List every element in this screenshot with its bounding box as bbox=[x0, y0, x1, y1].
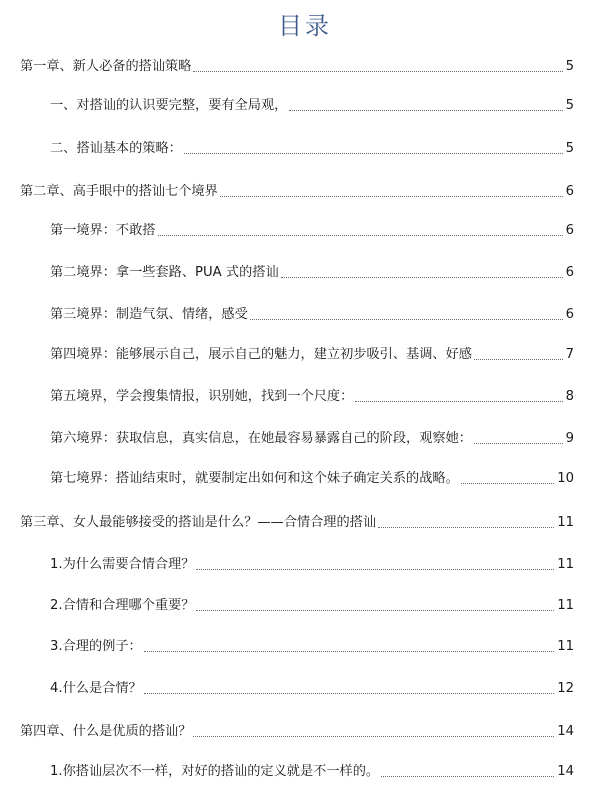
toc-entry-label: 第三境界：制造气氛、情绪，感受 bbox=[50, 307, 248, 322]
toc-entry-label: 第一章、新人必备的搭讪策略 bbox=[20, 59, 192, 74]
toc-entry-label: 1.为什么需要合情合理？ bbox=[50, 557, 195, 572]
toc-title: 目录 bbox=[278, 12, 332, 40]
toc-entry[interactable] bbox=[50, 388, 574, 406]
dot-leader bbox=[196, 609, 554, 611]
toc-entry-page-number: 6 bbox=[565, 184, 574, 199]
toc-entry[interactable] bbox=[50, 556, 574, 574]
toc-entry-label: 第五境界，学会搜集情报，识别她，找到一个尺度： bbox=[50, 389, 354, 404]
toc-entry[interactable] bbox=[50, 264, 574, 282]
toc-entry-page-number: 11 bbox=[557, 639, 574, 654]
toc-entry-label: 第三章、女人最能够接受的搭讪是什么？——合情合理的搭讪 bbox=[20, 515, 377, 530]
toc-entry-label: 第二章、高手眼中的搭讪七个境界 bbox=[20, 184, 218, 199]
toc-entry[interactable] bbox=[20, 183, 574, 201]
toc-entry-page-number: 11 bbox=[557, 557, 574, 572]
toc-entry-page-number: 8 bbox=[565, 389, 574, 404]
dot-leader bbox=[461, 482, 554, 484]
toc-entry-label: 二、搭讪基本的策略： bbox=[50, 141, 182, 156]
toc-entry-label: 4.什么是合情？ bbox=[50, 681, 142, 696]
dot-leader bbox=[355, 400, 562, 402]
toc-entry[interactable] bbox=[50, 346, 574, 364]
toc-entry[interactable] bbox=[20, 514, 574, 532]
dot-leader bbox=[144, 692, 555, 694]
toc-entry-label: 第六境界：获取信息，真实信息，在她最容易暴露自己的阶段，观察她： bbox=[50, 431, 472, 446]
toc-entry-page-number: 11 bbox=[557, 598, 574, 613]
toc-entry-label: 2.合情和合理哪个重要？ bbox=[50, 598, 195, 613]
toc-entry-label: 第一境界：不敢搭 bbox=[50, 223, 156, 238]
toc-entry[interactable] bbox=[50, 638, 574, 656]
dot-leader bbox=[289, 109, 562, 111]
toc-entry[interactable] bbox=[50, 97, 574, 115]
dot-leader bbox=[250, 318, 563, 320]
toc-entry-page-number: 6 bbox=[565, 307, 574, 322]
toc-entry-label: 1.你搭讪层次不一样，对好的搭讪的定义就是不一样的。 bbox=[50, 764, 380, 779]
dot-leader bbox=[196, 568, 554, 570]
toc-entry-page-number: 7 bbox=[565, 347, 574, 362]
toc-entry-page-number: 9 bbox=[565, 431, 574, 446]
dot-leader bbox=[158, 234, 563, 236]
toc-entry-page-number: 12 bbox=[557, 681, 574, 696]
toc-entry-page-number: 11 bbox=[557, 515, 574, 530]
toc-entry[interactable] bbox=[50, 430, 574, 448]
toc-entry-page-number: 6 bbox=[565, 223, 574, 238]
toc-entry[interactable] bbox=[50, 763, 574, 781]
toc-entry[interactable] bbox=[50, 222, 574, 240]
toc-entry-label: 第四章、什么是优质的搭讪？ bbox=[20, 724, 192, 739]
toc-entry[interactable] bbox=[50, 470, 574, 488]
toc-entry-page-number: 5 bbox=[565, 98, 574, 113]
dot-leader bbox=[220, 195, 563, 197]
toc-entry-label: 第四境界：能够展示自己，展示自己的魅力，建立初步吸引、基调、好感 bbox=[50, 347, 472, 362]
toc-entry-label: 一、对搭讪的认识要完整，要有全局观， bbox=[50, 98, 288, 113]
toc-entry-page-number: 10 bbox=[557, 471, 574, 486]
dot-leader bbox=[378, 526, 554, 528]
toc-entry[interactable] bbox=[20, 723, 574, 741]
toc-entry[interactable] bbox=[50, 306, 574, 324]
dot-leader bbox=[184, 152, 563, 154]
toc-entry-label: 第七境界：搭讪结束时，就要制定出如何和这个妹子确定关系的战略。 bbox=[50, 471, 459, 486]
toc-entry-page-number: 14 bbox=[557, 764, 574, 779]
toc-entry-page-number: 14 bbox=[557, 724, 574, 739]
toc-entry[interactable] bbox=[50, 680, 574, 698]
dot-leader bbox=[474, 442, 563, 444]
toc-entry-page-number: 5 bbox=[565, 141, 574, 156]
toc-entry-label: 第二境界：拿一些套路、PUA 式的搭讪 bbox=[50, 265, 279, 280]
toc-entry-label: 3.合理的例子： bbox=[50, 639, 142, 654]
toc-entry-page-number: 5 bbox=[565, 59, 574, 74]
dot-leader bbox=[474, 358, 563, 360]
dot-leader bbox=[144, 650, 555, 652]
toc-entry[interactable] bbox=[50, 140, 574, 158]
dot-leader bbox=[193, 70, 562, 72]
toc-entry-page-number: 6 bbox=[565, 265, 574, 280]
dot-leader bbox=[381, 775, 554, 777]
dot-leader bbox=[193, 735, 554, 737]
dot-leader bbox=[281, 276, 563, 278]
toc-entry[interactable] bbox=[20, 58, 574, 76]
toc-entry[interactable] bbox=[50, 597, 574, 615]
